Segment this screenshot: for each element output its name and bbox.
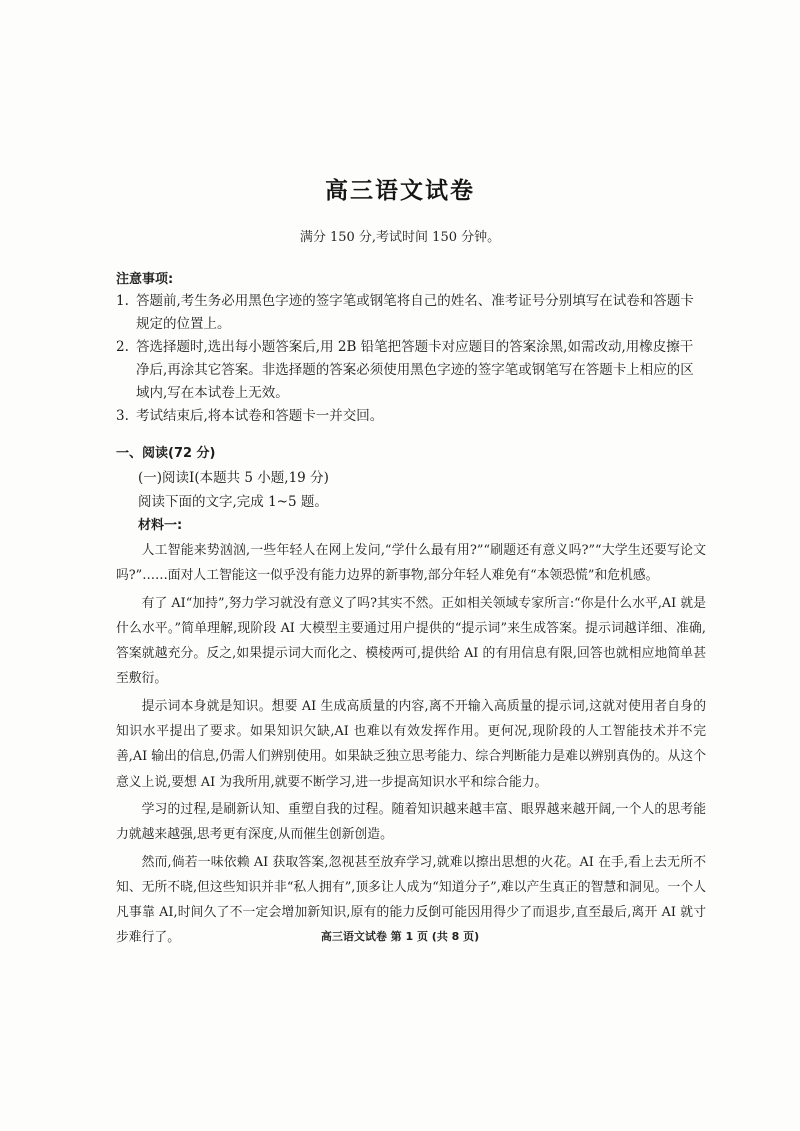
part-heading: 一、阅读(72 分) [116, 446, 216, 461]
exam-title: 高三语文试卷 [325, 178, 475, 204]
note-number: 1. [116, 293, 129, 309]
material-body [116, 538, 706, 953]
notes-heading: 注意事项: [116, 272, 174, 287]
page-footer: 高三语文试卷 第 1 页 (共 8 页) [320, 930, 480, 943]
note-number: 3. [116, 408, 129, 424]
part-subheading: (一)阅读Ⅰ(本题共 5 小题,19 分) [138, 470, 329, 486]
note-text: 考试结束后,将本试卷和答题卡一并交回。 [136, 408, 384, 424]
note-item [116, 290, 706, 336]
note-text: 答选择题时,选出每小题答案后,用 2B 铅笔把答题卡对应题目的答案涂黑,如需改动,用橡皮擦干净后,再涂其它答案。非选择题的答案必须使用黑色字迹的签字笔或钢笔写在答题卡上相应的区域内,写在本试卷上无效。 [136, 339, 694, 401]
note-item [116, 405, 706, 428]
notes-list [116, 290, 706, 428]
note-item [116, 336, 706, 405]
material-paragraph: 然而,倘若一味依赖 AI 获取答案,忽视甚至放弃学习,就难以擦出思想的火花。AI 在手,看上去无所不知、无所不晓,但这些知识并非“私人拥有”,顶多让人成为“知道分子”,难以产生真正的智慧和洞见。一个人凡事靠 AI,时间久了不一定会增加新知识,原有的能力反倒可能因用得少了而退步,直至最后,离开 AI 就寸步难行了。 [116, 854, 706, 946]
note-number: 2. [116, 339, 129, 355]
material-paragraph: 提示词本身就是知识。想要 AI 生成高质量的内容,离不开输入高质量的提示词,这就对使用者自身的知识水平提出了要求。如果知识欠缺,AI 也难以有效发挥作用。更何况,现阶段的人工智能技术并不完善,AI 输出的信息,仍需人们辨别使用。如果缺乏独立思考能力、综合判断能力是难以辨别真伪的。从这个意义上说,要想 AI 为我所用,就要不断学习,进一步提高知识水平和综合能力。 [116, 698, 706, 790]
exam-subtitle: 满分 150 分,考试时间 150 分钟。 [299, 230, 501, 245]
material-paragraph: 人工智能来势汹汹,一些年轻人在网上发问,“学什么最有用?”“刷题还有意义吗?”“大学生还要写论文吗?”……面对人工智能这一似乎没有能力边界的新事物,部分年轻人难免有“本领恐慌”和危机感。 [116, 543, 706, 584]
material-paragraph: 有了 AI“加持”,努力学习就没有意义了吗?其实不然。正如相关领域专家所言:“你是什么水平,AI 就是什么水平。”简单理解,现阶段 AI 大模型主要通过用户提供的“提示词”来生成答案。提示词越详细、准确,答案就越充分。反之,如果提示词大而化之、模棱两可,提供给 AI 的有用信息有限,回答也就相应地简单甚至敷衍。 [116, 595, 706, 687]
note-text: 答题前,考生务必用黑色字迹的签字笔或钢笔将自己的姓名、准考证号分别填写在试卷和答题卡规定的位置上。 [136, 293, 694, 332]
material-label: 材料一: [138, 518, 183, 533]
material-paragraph: 学习的过程,是刷新认知、重塑自我的过程。随着知识越来越丰富、眼界越来越开阔,一个人的思考能力就越来越强,思考更有深度,从而催生创新创造。 [116, 801, 706, 843]
part-instruction: 阅读下面的文字,完成 1~5 题。 [138, 494, 328, 510]
